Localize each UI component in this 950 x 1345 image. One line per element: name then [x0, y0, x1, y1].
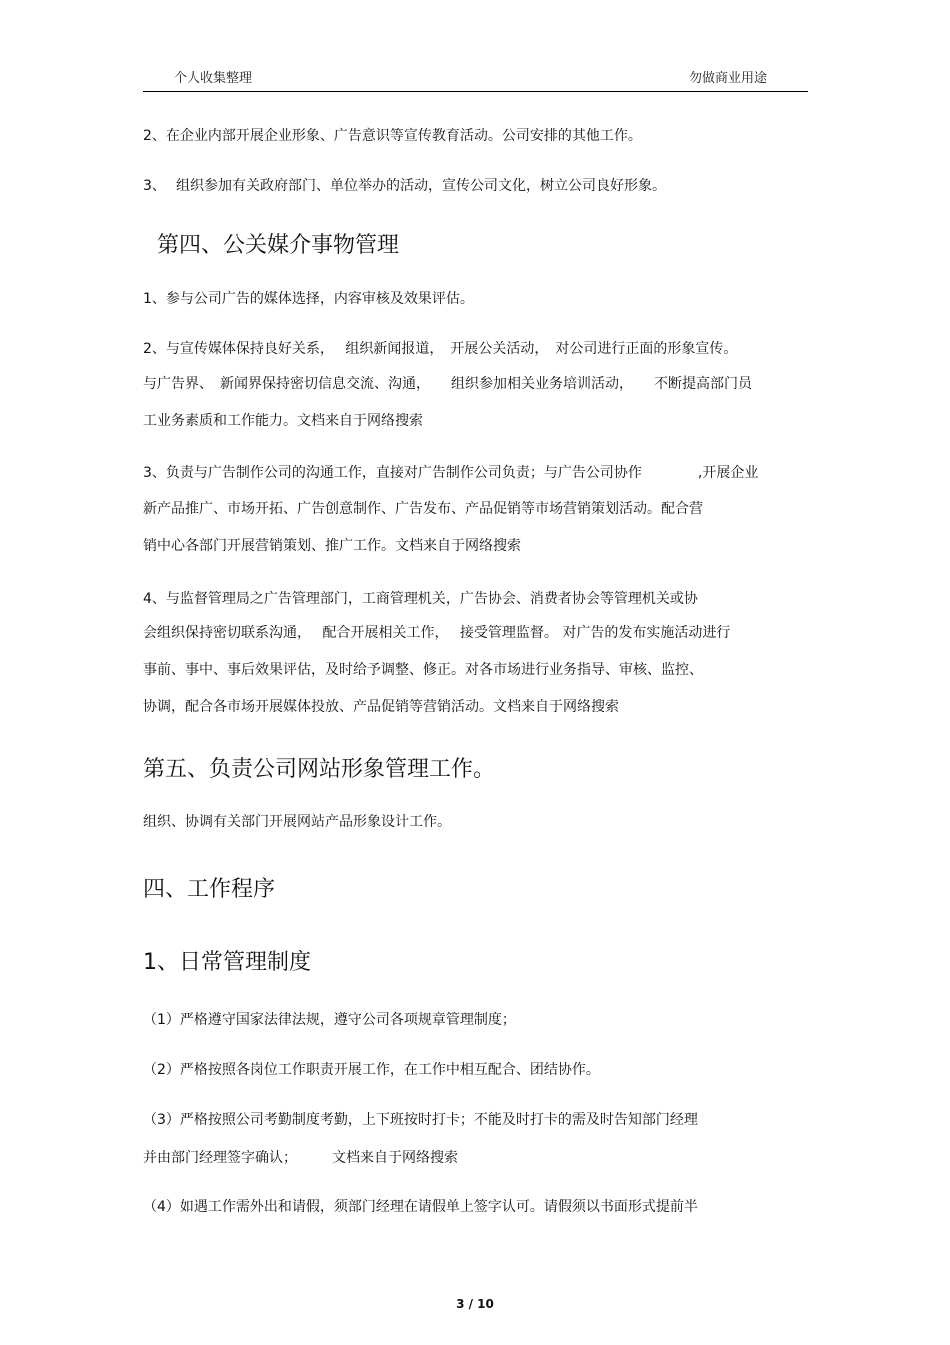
rule-item: （3）严格按照公司考勤制度考勤，上下班按时打卡；不能及时打卡的需及时告知部门经理 — [143, 1112, 698, 1128]
rule-item: （4）如遇工作需外出和请假，须部门经理在请假单上签字认可。请假须以书面形式提前半 — [143, 1199, 698, 1215]
header-left-text: 个人收集整理 — [174, 71, 253, 86]
header-divider — [143, 91, 808, 92]
paragraph-line: 新产品推广、市场开拓、广告创意制作、广告发布、产品促销等市场营销策划活动。配合营 — [143, 501, 703, 517]
paragraph-line: 事前、事中、事后效果评估，及时给予调整、修正。对各市场进行业务指导、审核、监控、 — [143, 662, 703, 678]
rule-item: （1）严格遵守国家法律法规，遵守公司各项规章管理制度； — [143, 1012, 516, 1028]
paragraph-line: 与广告界、 新闻界保持密切信息交流、沟通， 组织参加相关业务培训活动， 不断提高部门员 — [143, 376, 752, 392]
paragraph-line: 3、负责与广告制作公司的沟通工作，直接对广告制作公司负责；与广告公司协作 ,开展企业 — [143, 465, 759, 481]
section-heading-daily-rules: 1、日常管理制度 — [143, 950, 311, 975]
section-heading-procedure: 四、工作程序 — [143, 877, 276, 902]
paragraph-line: 4、与监督管理局之广告管理部门，工商管理机关，广告协会、消费者协会等管理机关或协 — [143, 591, 698, 607]
page-number: 3 / 10 — [456, 1297, 494, 1311]
paragraph-line: 工业务素质和工作能力。文档来自于网络搜索 — [143, 413, 423, 429]
paragraph-line: 1、参与公司广告的媒体选择，内容审核及效果评估。 — [143, 291, 474, 307]
rule-item: （2）严格按照各岗位工作职责开展工作，在工作中相互配合、团结协作。 — [143, 1062, 600, 1078]
section-heading-media: 第四、公关媒介事物管理 — [157, 233, 400, 258]
paragraph-line: 组织、协调有关部门开展网站产品形象设计工作。 — [143, 814, 451, 830]
paragraph-line: 2、在企业内部开展企业形象、广告意识等宣传教育活动。公司安排的其他工作。 — [143, 128, 642, 144]
paragraph-line: 销中心各部门开展营销策划、推广工作。文档来自于网络搜索 — [143, 538, 521, 554]
paragraph-line: 2、与宣传媒体保持良好关系， 组织新闻报道， 开展公关活动， 对公司进行正面的形象宣传。 — [143, 341, 738, 357]
rule-item: 并由部门经理签字确认； 文档来自于网络搜索 — [143, 1150, 458, 1166]
header-right-text: 勿做商业用途 — [689, 71, 768, 86]
paragraph-line: 组织参加有关政府部门、单位举办的活动，宣传公司文化，树立公司良好形象。 — [176, 178, 666, 194]
paragraph-line: 协调，配合各市场开展媒体投放、产品促销等营销活动。文档来自于网络搜索 — [143, 699, 619, 715]
section-heading-website: 第五、负责公司网站形象管理工作。 — [143, 757, 496, 782]
paragraph-line: 会组织保持密切联系沟通， 配合开展相关工作， 接受管理监督。 对广告的发布实施活动进行 — [143, 625, 731, 641]
paragraph-number: 3、 — [143, 178, 166, 194]
